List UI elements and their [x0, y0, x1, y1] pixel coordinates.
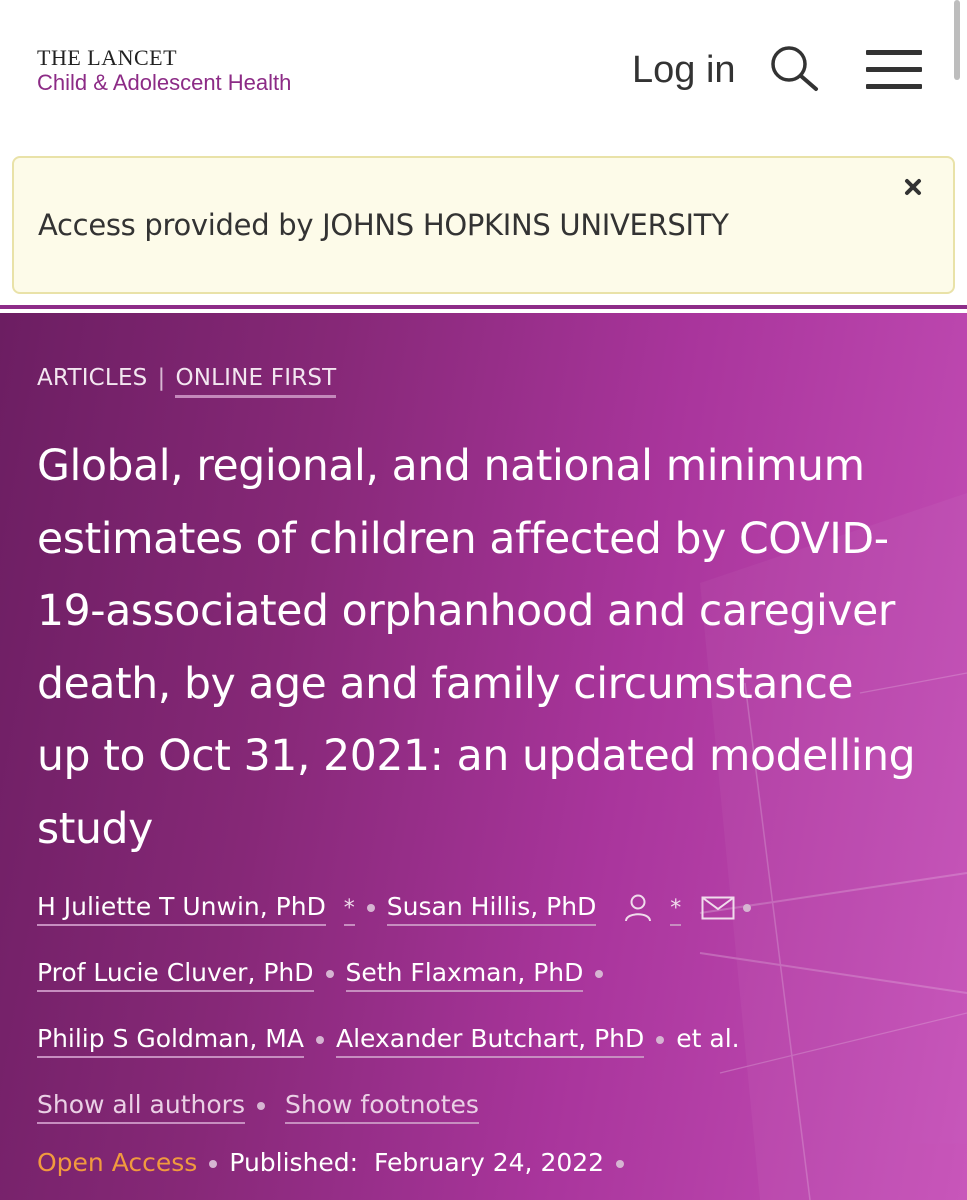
user-icon[interactable]: [624, 893, 652, 923]
published-label: Published:: [229, 1148, 359, 1177]
separator-dot: [209, 1160, 217, 1168]
separator-dot: [743, 904, 751, 912]
separator-dot: [595, 970, 603, 978]
show-footnotes-link[interactable]: Show footnotes: [285, 1090, 479, 1124]
author-link[interactable]: Alexander Butchart, PhD: [336, 1024, 644, 1058]
author-row: [37, 889, 763, 929]
logo-line-2: Child & Adolescent Health: [37, 70, 292, 95]
crumb-separator: |: [157, 365, 166, 391]
author-link[interactable]: Seth Flaxman, PhD: [346, 958, 584, 992]
login-link[interactable]: Log in: [632, 49, 736, 91]
separator-dot: [316, 1036, 324, 1044]
separator-dot: [326, 970, 334, 978]
published-date: February 24, 2022: [374, 1148, 605, 1177]
article-breadcrumb: [37, 365, 336, 391]
access-banner: [12, 156, 955, 294]
section-label[interactable]: ARTICLES: [37, 365, 148, 391]
close-icon[interactable]: [902, 176, 924, 198]
scrollbar[interactable]: [954, 0, 960, 80]
show-all-authors-link[interactable]: Show all authors: [37, 1090, 245, 1124]
separator-dot: [257, 1102, 265, 1110]
access-banner-text: Access provided by JOHNS HOPKINS UNIVERSITY: [38, 208, 729, 242]
author-footnote-mark[interactable]: *: [344, 896, 355, 926]
author-link[interactable]: Susan Hillis, PhD: [387, 892, 597, 926]
author-link[interactable]: Prof Lucie Cluver, PhD: [37, 958, 314, 992]
author-actions: [37, 1087, 479, 1127]
article-hero: [0, 313, 967, 1200]
author-row: [37, 955, 615, 995]
menu-icon[interactable]: [866, 50, 922, 90]
journal-logo[interactable]: [37, 46, 291, 96]
divider: [0, 305, 967, 309]
separator-dot: [367, 904, 375, 912]
search-icon[interactable]: [768, 44, 820, 92]
author-row: [37, 1021, 740, 1061]
article-title: Global, regional, and national minimum estimates of children affected by COVID-19-associated orphanhood and caregiver death, by age and family circumstance up to Oct 31, 2021: an updated modelling study: [37, 442, 916, 854]
logo-line-1: THE LANCET: [37, 45, 178, 70]
publication-info: [37, 1145, 636, 1185]
online-first-link[interactable]: ONLINE FIRST: [175, 365, 336, 398]
open-access-label: Open Access: [37, 1148, 198, 1177]
site-header: [0, 0, 967, 140]
separator-dot: [616, 1160, 624, 1168]
author-link[interactable]: Philip S Goldman, MA: [37, 1024, 304, 1058]
separator-dot: [656, 1036, 664, 1044]
author-link[interactable]: H Juliette T Unwin, PhD: [37, 892, 326, 926]
et-al-text: et al.: [676, 1024, 740, 1053]
author-footnote-mark[interactable]: *: [670, 896, 681, 926]
mail-icon[interactable]: [701, 896, 735, 920]
